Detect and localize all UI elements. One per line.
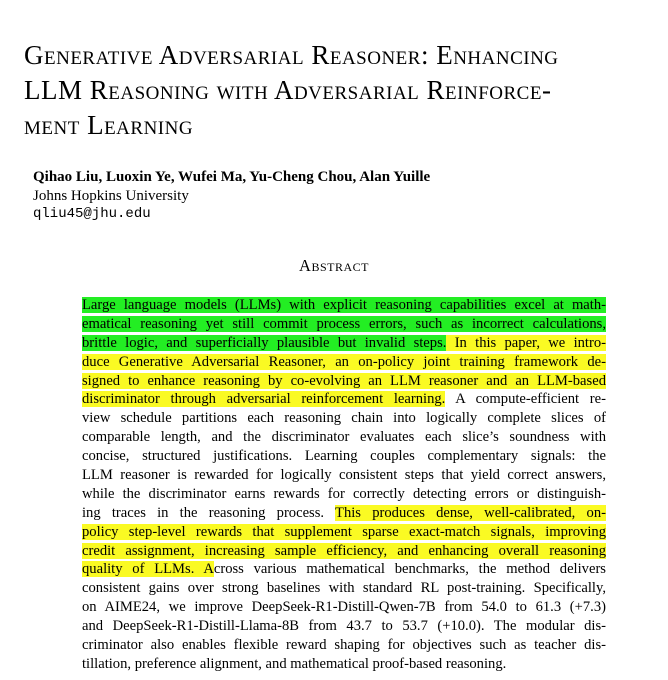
abstract-text: consistent gains over strong baselines with standard RL post-training. Specifically, <box>82 580 606 597</box>
abstract-line <box>82 579 606 598</box>
abstract-line <box>82 523 606 542</box>
author-list: Qihao Liu, Luoxin Ye, Wufei Ma, Yu-Cheng Chou, Alan Yuille <box>33 169 431 185</box>
abstract-line <box>82 334 606 353</box>
abstract-text: comparable length, and the discriminator evaluates each slice’s soundness with <box>82 429 606 446</box>
abstract-line <box>82 560 606 579</box>
highlighted-text-yellow: signed to enhance reasoning by co-evolving an LLM reasoner and an LLM-based <box>82 372 606 389</box>
abstract-line <box>82 372 606 391</box>
highlighted-text-yellow: credit assignment, increasing sample efficiency, and enhancing overall reasoning <box>82 542 606 559</box>
title-line: LLM Reasoning with Adversarial Reinforce- <box>24 75 552 105</box>
abstract-line <box>82 296 606 315</box>
author-email: qliu45@jhu.edu <box>33 206 151 222</box>
abstract-line <box>82 617 606 636</box>
abstract-text: criminator also enables flexible reward shaping for objectives such as teacher dis- <box>82 637 606 654</box>
abstract-line <box>82 504 606 523</box>
abstract-line <box>82 390 606 409</box>
highlighted-text-yellow: In this paper, we intro- <box>446 334 606 351</box>
highlighted-text-green: ematical reasoning yet still commit process errors, such as incorrect calculations, <box>82 315 606 332</box>
abstract-line <box>82 485 606 504</box>
title-line: ment Learning <box>24 110 194 140</box>
abstract-body <box>82 296 606 674</box>
highlighted-text-green: Large language models (LLMs) with explicit reasoning capabilities excel at math- <box>82 297 606 313</box>
highlighted-text-yellow: policy step-level rewards that supplement sparse exact-match signals, improving <box>82 523 606 540</box>
abstract-heading: Abstract <box>299 256 369 275</box>
abstract-text: and DeepSeek-R1-Distill-Llama-8B from 43.7 to 53.7 (+10.0). The modular dis- <box>82 618 606 635</box>
abstract-line <box>82 542 606 561</box>
highlighted-text-yellow: discriminator through adversarial reinforcement learning. <box>82 391 446 408</box>
abstract-line <box>82 353 606 372</box>
abstract-line <box>82 466 606 485</box>
abstract-text: while the discriminator earns rewards for correctly detecting errors or distinguish- <box>82 485 606 502</box>
highlighted-text-yellow: quality of LLMs. A <box>82 561 214 578</box>
highlighted-text-green: brittle logic, and superficially plausible but invalid steps. <box>82 334 447 351</box>
abstract-text: ing traces in the reasoning process. <box>82 504 336 521</box>
abstract-line <box>82 409 606 428</box>
abstract-line <box>82 315 606 334</box>
abstract-text: tillation, preference alignment, and mathematical proof-based reasoning. <box>82 655 507 672</box>
abstract-text: A compute-efficient re- <box>445 391 607 408</box>
abstract-text: LLM reasoner is rewarded for logically consistent steps that yield correct answers, <box>82 467 606 484</box>
abstract-line <box>82 598 606 617</box>
abstract-text: cross various mathematical benchmarks, the method delivers <box>213 561 606 578</box>
abstract-line <box>82 655 606 674</box>
affiliation: Johns Hopkins University <box>33 188 189 204</box>
title-line: Generative Adversarial Reasoner: Enhancing <box>24 40 559 70</box>
paper-title <box>24 38 664 143</box>
highlighted-text-yellow: This produces dense, well-calibrated, on- <box>335 504 606 521</box>
highlighted-text-yellow: duce Generative Adversarial Reasoner, an on-policy joint training framework de- <box>82 353 606 370</box>
abstract-text: concise, structured justifications. Learning couples complementary signals: the <box>82 448 606 465</box>
abstract-line <box>82 428 606 447</box>
abstract-text: on AIME24, we improve DeepSeek-R1-Distill-Qwen-7B from 54.0 to 61.3 (+7.3) <box>82 599 606 616</box>
abstract-line <box>82 447 606 466</box>
abstract-text: view schedule partitions each reasoning chain into logically complete slices of <box>82 410 606 427</box>
abstract-line <box>82 636 606 655</box>
